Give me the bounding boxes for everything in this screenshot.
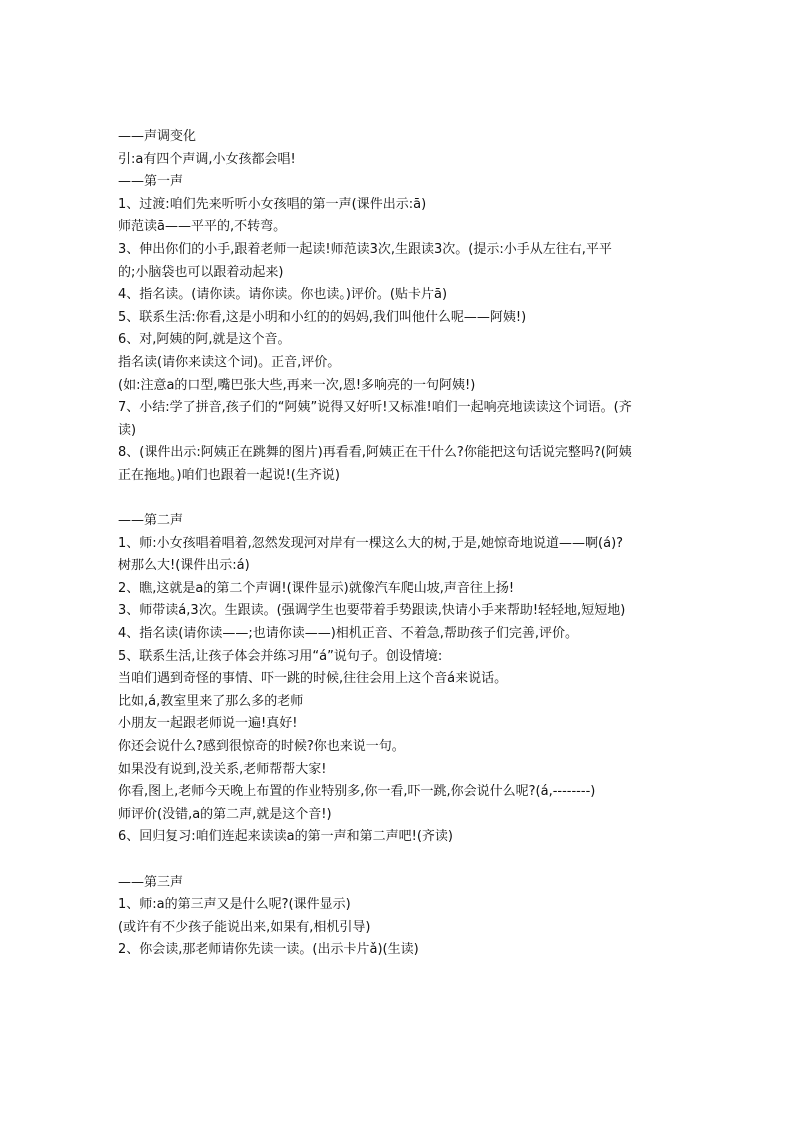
paragraph-line: 3、伸出你们的小手,跟着老师一起读!师范读3次,生跟读3次。(提示:小手从左往右,平平 — [118, 241, 612, 257]
paragraph-line: 4、指名读。(请你读。请你读。你也读。)评价。(贴卡片ā) — [118, 287, 448, 303]
paragraph-line: 4、指名读(请你读——;也请你读——)相机正音、不着急,帮助孩子们完善,评价。 — [118, 626, 579, 642]
paragraph-line: 树那么大!(课件出示:á) — [118, 558, 250, 574]
section-second-tone — [118, 510, 684, 849]
section-third-tone — [118, 872, 684, 962]
paragraph-line: 师评价(没错,a的第二声,就是这个音!) — [118, 806, 332, 822]
paragraph-line: 师范读ā——平平的,不转弯。 — [118, 219, 287, 235]
paragraph-line: 1、过渡:咱们先来听听小女孩唱的第一声(课件出示:ā) — [118, 196, 427, 212]
section-intro — [118, 126, 684, 488]
paragraph-line: 当咱们遇到奇怪的事情、吓一跳的时候,往往会用上这个音á来说话。 — [118, 671, 508, 687]
paragraph-line: (如:注意a的口型,嘴巴张大些,再来一次,恩!多响亮的一句阿姨!) — [118, 377, 476, 393]
paragraph-line: 1、师:a的第三声又是什么呢?(课件显示) — [118, 897, 351, 913]
paragraph-line: 引:a有四个声调,小女孩都会唱! — [118, 151, 296, 167]
heading-tone-change: ——声调变化 — [118, 129, 197, 144]
paragraph-line: 小朋友一起跟老师说一遍!真好! — [118, 716, 298, 732]
paragraph-spacer — [118, 849, 684, 872]
paragraph-line: 你还会说什么?感到很惊奇的时候?你也来说一句。 — [118, 739, 405, 755]
paragraph-line: 如果没有说到,没关系,老师帮帮大家! — [118, 761, 327, 777]
paragraph-line: 3、师带读á,3次。生跟读。(强调学生也要带着手势跟读,快请小手来帮助!轻轻地,短短地) — [118, 603, 626, 619]
paragraph-line: 5、联系生活,让孩子体会并练习用“á”说句子。创设情境: — [118, 648, 443, 664]
paragraph-line: 6、对,阿姨的阿,就是这个音。 — [118, 332, 291, 348]
paragraph-line: 2、瞧,这就是a的第二个声调!(课件显示)就像汽车爬山坡,声音往上扬! — [118, 580, 515, 596]
document-page — [118, 126, 684, 962]
paragraph-line: 5、联系生活:你看,这是小明和小红的的妈妈,我们叫他什么呢——阿姨!) — [118, 309, 527, 325]
paragraph-line: (或许有不少孩子能说出来,如果有,相机引导) — [118, 919, 371, 935]
paragraph-line: 比如,á,教室里来了那么多的老师 — [118, 693, 304, 709]
paragraph-spacer — [118, 488, 684, 511]
paragraph-line: 7、小结:学了拼音,孩子们的“阿姨”说得又好听!又标准!咱们一起响亮地读读这个词语。(齐 — [118, 400, 632, 416]
heading-second-tone: ——第二声 — [118, 513, 184, 529]
paragraph-line: 你看,图上,老师今天晚上布置的作业特别多,你一看,吓一跳,你会说什么呢?(á,--------) — [118, 784, 596, 800]
paragraph-line: 正在拖地。)咱们也跟着一起说!(生齐说) — [118, 467, 340, 483]
heading-third-tone: ——第三声 — [118, 874, 184, 890]
paragraph-line: 的;小脑袋也可以跟着动起来) — [118, 264, 284, 280]
paragraph-line: 8、(课件出示:阿姨正在跳舞的图片)再看看,阿姨正在干什么?你能把这句话说完整吗?(阿姨 — [118, 445, 632, 461]
paragraph-line: 6、回归复习:咱们连起来读读a的第一声和第二声吧!(齐读) — [118, 829, 453, 845]
heading-first-tone: ——第一声 — [118, 174, 184, 190]
paragraph-line: 2、你会读,那老师请你先读一读。(出示卡片ǎ)(生读) — [118, 942, 419, 958]
paragraph-line: 1、师:小女孩唱着唱着,忽然发现河对岸有一棵这么大的树,于是,她惊奇地说道——啊(á)? — [118, 535, 624, 551]
paragraph-line: 读) — [118, 422, 137, 438]
paragraph-line: 指名读(请你来读这个词)。正音,评价。 — [118, 354, 341, 370]
